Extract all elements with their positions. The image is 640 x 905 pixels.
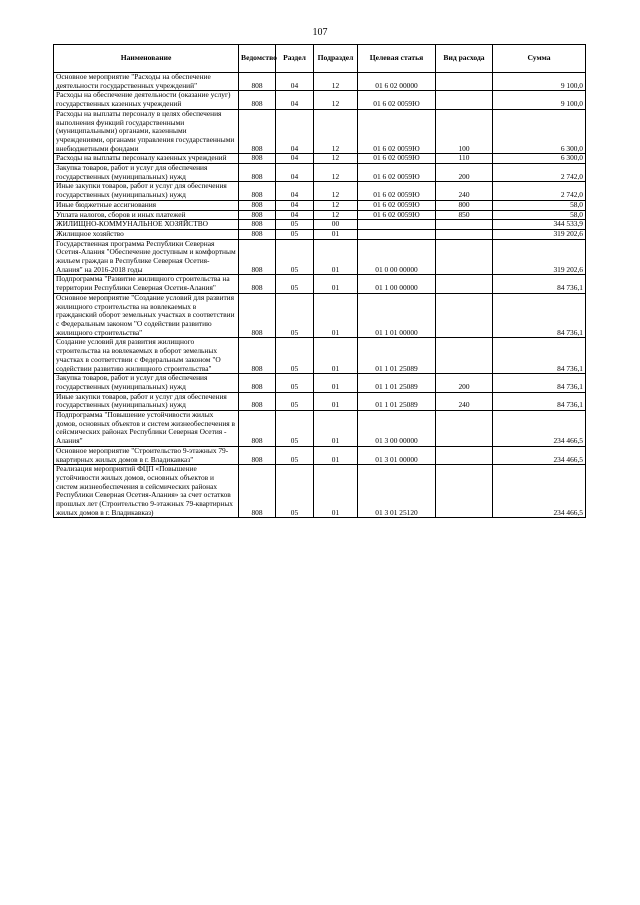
cell-subsection: 12	[314, 73, 358, 91]
cell-expense-type	[436, 220, 493, 230]
cell-subsection: 00	[314, 220, 358, 230]
cell-dept: 808	[239, 293, 276, 338]
cell-target: 01 6 02 00000	[358, 73, 436, 91]
table-row	[54, 338, 586, 374]
table-row	[54, 164, 586, 182]
cell-section: 04	[276, 154, 314, 164]
table-row	[54, 374, 586, 392]
cell-section: 04	[276, 91, 314, 109]
table-header-row	[54, 45, 586, 73]
cell-expense-type	[436, 229, 493, 239]
table-row	[54, 91, 586, 109]
cell-dept: 808	[239, 374, 276, 392]
cell-subsection: 12	[314, 109, 358, 154]
cell-dept: 808	[239, 229, 276, 239]
cell-subsection: 01	[314, 338, 358, 374]
cell-target: 01 3 01 25120	[358, 465, 436, 518]
header-name: Наименование	[54, 45, 239, 73]
cell-dept: 808	[239, 338, 276, 374]
cell-subsection: 12	[314, 210, 358, 220]
cell-target: 01 6 02 0059Ю	[358, 210, 436, 220]
cell-target: 01 6 02 0059Ю	[358, 200, 436, 210]
cell-subsection: 01	[314, 229, 358, 239]
cell-name: Расходы на обеспечение деятельности (оказание услуг) государственных казенных учреждений	[54, 91, 239, 109]
cell-subsection: 01	[314, 275, 358, 293]
cell-subsection: 12	[314, 182, 358, 200]
cell-amount: 234 466,5	[493, 465, 586, 518]
cell-expense-type: 800	[436, 200, 493, 210]
cell-expense-type	[436, 338, 493, 374]
cell-amount: 84 736,1	[493, 392, 586, 410]
cell-dept: 808	[239, 446, 276, 464]
table-row	[54, 293, 586, 338]
cell-amount: 58,0	[493, 210, 586, 220]
cell-dept: 808	[239, 465, 276, 518]
cell-dept: 808	[239, 220, 276, 230]
cell-expense-type	[436, 275, 493, 293]
cell-name: Государственная программа Республики Северная Осетия-Алания "Обеспечение доступным и комфортным жильем граждан в Республике Северная Осетия-Алания" на 2016-2018 годы	[54, 239, 239, 275]
header-subsection: Подраздел	[314, 45, 358, 73]
cell-section: 04	[276, 200, 314, 210]
cell-amount: 6 300,0	[493, 154, 586, 164]
cell-amount: 9 100,0	[493, 73, 586, 91]
cell-name: Подпрограмма "Повышение устойчивости жилых домов, основных объектов и систем жизнеобеспечения в сейсмических районах Республики Северная Осетия - Алания"	[54, 411, 239, 447]
cell-name: Реализация мероприятий ФЦП «Повышение устойчивости жилых домов, основных объектов и систем жизнеобеспечения в сейсмических районах Республики Северная Осетия-Алания» за счет остатков прошлых лет (Строительство 9-этажных 79-квартирных жилых домов в г. Владикавказ)	[54, 465, 239, 518]
cell-expense-type: 850	[436, 210, 493, 220]
cell-section: 04	[276, 109, 314, 154]
cell-amount: 84 736,1	[493, 338, 586, 374]
table-row	[54, 182, 586, 200]
cell-name: Закупка товаров, работ и услуг для обеспечения государственных (муниципальных) нужд	[54, 164, 239, 182]
cell-amount: 344 533,9	[493, 220, 586, 230]
cell-subsection: 01	[314, 446, 358, 464]
table-row	[54, 220, 586, 230]
budget-table	[53, 44, 586, 518]
cell-expense-type	[436, 73, 493, 91]
cell-expense-type	[436, 239, 493, 275]
cell-name: Иные закупки товаров, работ и услуг для обеспечения государственных (муниципальных) нужд	[54, 182, 239, 200]
cell-amount: 84 736,1	[493, 293, 586, 338]
cell-subsection: 01	[314, 392, 358, 410]
cell-expense-type: 110	[436, 154, 493, 164]
cell-name: Жилищное хозяйство	[54, 229, 239, 239]
cell-amount: 9 100,0	[493, 91, 586, 109]
cell-amount: 84 736,1	[493, 275, 586, 293]
cell-target: 01 1 00 00000	[358, 275, 436, 293]
cell-section: 05	[276, 293, 314, 338]
cell-subsection: 12	[314, 91, 358, 109]
cell-dept: 808	[239, 109, 276, 154]
cell-amount: 319 202,6	[493, 229, 586, 239]
cell-target: 01 1 01 25089	[358, 374, 436, 392]
cell-subsection: 12	[314, 164, 358, 182]
cell-amount: 319 202,6	[493, 239, 586, 275]
cell-subsection: 01	[314, 411, 358, 447]
cell-expense-type	[436, 411, 493, 447]
cell-name: Расходы на выплаты персоналу в целях обеспечения выполнения функций государственными (муниципальными) органами, казенными учреждениями, органами управления государственными внебюджетными фондами	[54, 109, 239, 154]
cell-section: 04	[276, 210, 314, 220]
header-expense-type: Вид расхода	[436, 45, 493, 73]
cell-expense-type	[436, 446, 493, 464]
cell-target: 01 0 00 00000	[358, 239, 436, 275]
cell-subsection: 12	[314, 154, 358, 164]
cell-target: 01 3 01 00000	[358, 446, 436, 464]
table-row	[54, 200, 586, 210]
cell-name: Уплата налогов, сборов и иных платежей	[54, 210, 239, 220]
cell-section: 05	[276, 275, 314, 293]
cell-name: Создание условий для развития жилищного строительства на вовлекаемых в оборот земельных участках в соответствии с Федеральным законом "О содействии развитию жилищного строительства"	[54, 338, 239, 374]
cell-subsection: 01	[314, 239, 358, 275]
cell-amount: 234 466,5	[493, 411, 586, 447]
cell-target	[358, 229, 436, 239]
cell-name: Закупка товаров, работ и услуг для обеспечения государственных (муниципальных) нужд	[54, 374, 239, 392]
table-row	[54, 109, 586, 154]
table-row	[54, 275, 586, 293]
cell-expense-type: 100	[436, 109, 493, 154]
cell-dept: 808	[239, 411, 276, 447]
cell-name: Основное мероприятие "Создание условий для развития жилищного строительства на вовлекаемых в гражданский оборот земельных участках в соответствии с Федеральным законом "О содействии развитию жилищного строительства"	[54, 293, 239, 338]
cell-section: 05	[276, 229, 314, 239]
cell-expense-type: 200	[436, 164, 493, 182]
cell-amount: 58,0	[493, 200, 586, 210]
cell-section: 05	[276, 411, 314, 447]
cell-target	[358, 220, 436, 230]
cell-subsection: 01	[314, 465, 358, 518]
table-row	[54, 229, 586, 239]
cell-name: Подпрограмма "Развитие жилищного строительства на территории Республики Северная Осетия-Алания"	[54, 275, 239, 293]
table-row	[54, 411, 586, 447]
cell-section: 05	[276, 392, 314, 410]
table-row	[54, 392, 586, 410]
cell-expense-type	[436, 91, 493, 109]
cell-dept: 808	[239, 210, 276, 220]
cell-section: 05	[276, 446, 314, 464]
cell-subsection: 12	[314, 200, 358, 210]
cell-section: 05	[276, 338, 314, 374]
header-dept: Ведомство	[239, 45, 276, 73]
cell-dept: 808	[239, 182, 276, 200]
cell-target: 01 6 02 0059Ю	[358, 164, 436, 182]
table-row	[54, 73, 586, 91]
cell-section: 05	[276, 465, 314, 518]
cell-dept: 808	[239, 200, 276, 210]
cell-name: Иные закупки товаров, работ и услуг для обеспечения государственных (муниципальных) нужд	[54, 392, 239, 410]
cell-name: Расходы на выплаты персоналу казенных учреждений	[54, 154, 239, 164]
cell-section: 05	[276, 374, 314, 392]
cell-amount: 234 466,5	[493, 446, 586, 464]
cell-target: 01 1 01 25089	[358, 392, 436, 410]
table-row	[54, 239, 586, 275]
cell-dept: 808	[239, 73, 276, 91]
cell-dept: 808	[239, 164, 276, 182]
cell-subsection: 01	[314, 374, 358, 392]
table-row	[54, 465, 586, 518]
cell-target: 01 1 01 25089	[358, 338, 436, 374]
cell-expense-type: 200	[436, 374, 493, 392]
cell-target: 01 3 00 00000	[358, 411, 436, 447]
cell-target: 01 6 02 0059Ю	[358, 109, 436, 154]
header-amount: Сумма	[493, 45, 586, 73]
cell-expense-type: 240	[436, 182, 493, 200]
cell-subsection: 01	[314, 293, 358, 338]
cell-amount: 84 736,1	[493, 374, 586, 392]
cell-dept: 808	[239, 275, 276, 293]
cell-name: Основное мероприятие "Строительство 9-этажных 79-квартирных жилых домов в г. Владикавказ"	[54, 446, 239, 464]
cell-section: 05	[276, 220, 314, 230]
cell-section: 04	[276, 73, 314, 91]
cell-target: 01 6 02 0059Ю	[358, 182, 436, 200]
cell-name: Основное мероприятие "Расходы на обеспечение деятельности государственных учреждений"	[54, 73, 239, 91]
cell-section: 04	[276, 164, 314, 182]
cell-target: 01 6 02 0059Ю	[358, 91, 436, 109]
header-target: Целевая статья	[358, 45, 436, 73]
cell-expense-type	[436, 293, 493, 338]
cell-name: ЖИЛИЩНО-КОММУНАЛЬНОЕ ХОЗЯЙСТВО	[54, 220, 239, 230]
cell-amount: 6 300,0	[493, 109, 586, 154]
table-row	[54, 446, 586, 464]
cell-dept: 808	[239, 392, 276, 410]
cell-dept: 808	[239, 91, 276, 109]
cell-amount: 2 742,0	[493, 164, 586, 182]
cell-target: 01 6 02 0059Ю	[358, 154, 436, 164]
cell-section: 04	[276, 182, 314, 200]
cell-target: 01 1 01 00000	[358, 293, 436, 338]
cell-name: Иные бюджетные ассигнования	[54, 200, 239, 210]
cell-amount: 2 742,0	[493, 182, 586, 200]
header-section: Раздел	[276, 45, 314, 73]
cell-dept: 808	[239, 239, 276, 275]
page-number: 107	[312, 27, 328, 38]
cell-expense-type: 240	[436, 392, 493, 410]
cell-expense-type	[436, 465, 493, 518]
cell-section: 05	[276, 239, 314, 275]
cell-dept: 808	[239, 154, 276, 164]
